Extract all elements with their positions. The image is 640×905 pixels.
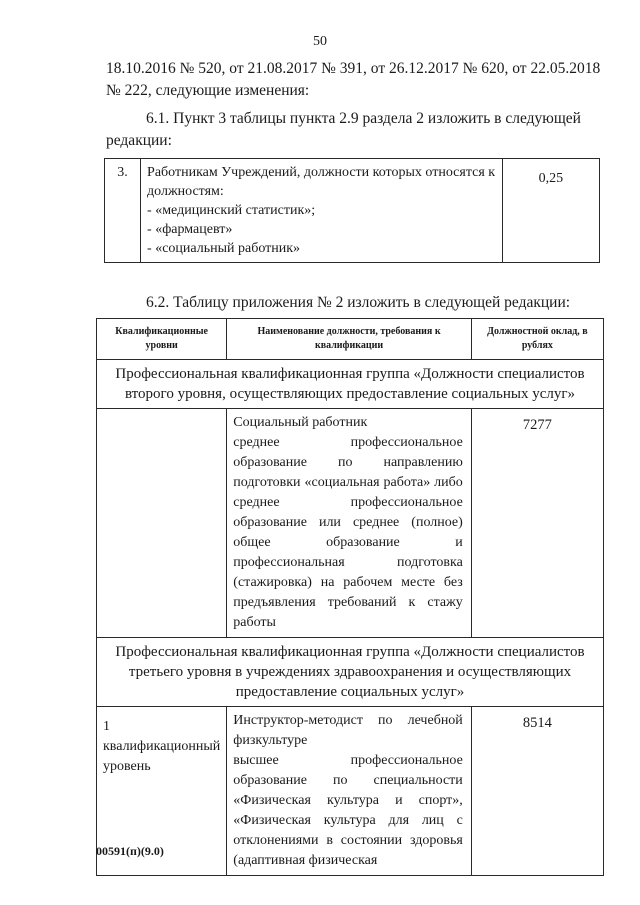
- group-title: Профессиональная квалификационная группа «Должности специалистов третьего уровня в учреждениях здравоохранения и осуществляющих предоставление социальных услуг»: [97, 638, 604, 707]
- salary-table: [96, 318, 604, 876]
- group-title: Профессиональная квалификационная группа «Должности специалистов второго уровня, осуществляющих предоставление социальных услуг»: [97, 360, 604, 409]
- level-cell: 1 квалификационный уровень: [97, 707, 227, 876]
- position-requirements: высшее профессиональное образование по специальности «Физическая культура и спорт», «Физическая культура для лиц с отклонениями в состоянии здоровья (адаптивная физическая: [233, 753, 463, 868]
- table-row: [105, 159, 600, 263]
- salary-cell: 8514: [471, 707, 603, 876]
- salary-cell: 7277: [471, 409, 603, 638]
- rate-value: 0,25: [502, 159, 599, 263]
- header-salary: Должностной оклад, в рублях: [471, 319, 603, 360]
- intro-paragraph: 18.10.2016 № 520, от 21.08.2017 № 391, от 26.12.2017 № 620, от 22.05.2018 № 222, следующие изменения:: [106, 60, 601, 99]
- position-cell: [227, 707, 472, 876]
- rate-table: [104, 158, 600, 263]
- level-cell: [97, 409, 227, 638]
- group-row: [97, 638, 604, 707]
- positions-list: [147, 201, 496, 258]
- table-row: [97, 409, 604, 638]
- table-row: [97, 707, 604, 876]
- list-item: - «медицинский статистик»;: [147, 203, 316, 218]
- item-6-1: 6.1. Пункт 3 таблицы пункта 2.9 раздела 2 изложить в следующей редакции:: [106, 110, 581, 149]
- table-header-row: [97, 319, 604, 360]
- list-item: - «фармацевт»: [147, 222, 233, 237]
- position-cell: [227, 409, 472, 638]
- position-title: Инструктор-методист по лечебной физкультуре: [233, 713, 463, 748]
- positions-cell: [141, 159, 503, 263]
- header-levels: Квалификационные уровни: [97, 319, 227, 360]
- row-number: 3.: [105, 159, 141, 263]
- document-code: 00591(п)(9.0): [96, 844, 164, 858]
- position-requirements: среднее профессиональное образование по направлению подготовки «социальная работа» либо среднее профессиональное образование или среднее (полное) общее образование и профессиональная подготовка (стажировка) на рабочем месте без предъявления требований к стажу работы: [233, 435, 463, 630]
- list-item: - «социальный работник»: [147, 241, 301, 256]
- group-row: [97, 360, 604, 409]
- page-number: 50: [313, 34, 327, 49]
- item-6-2: 6.2. Таблицу приложения № 2 изложить в следующей редакции:: [146, 294, 571, 311]
- position-title: Социальный работник: [233, 415, 368, 430]
- header-position: Наименование должности, требования к квалификации: [227, 319, 472, 360]
- positions-intro: Работникам Учреждений, должности которых относятся к должностям:: [147, 165, 496, 199]
